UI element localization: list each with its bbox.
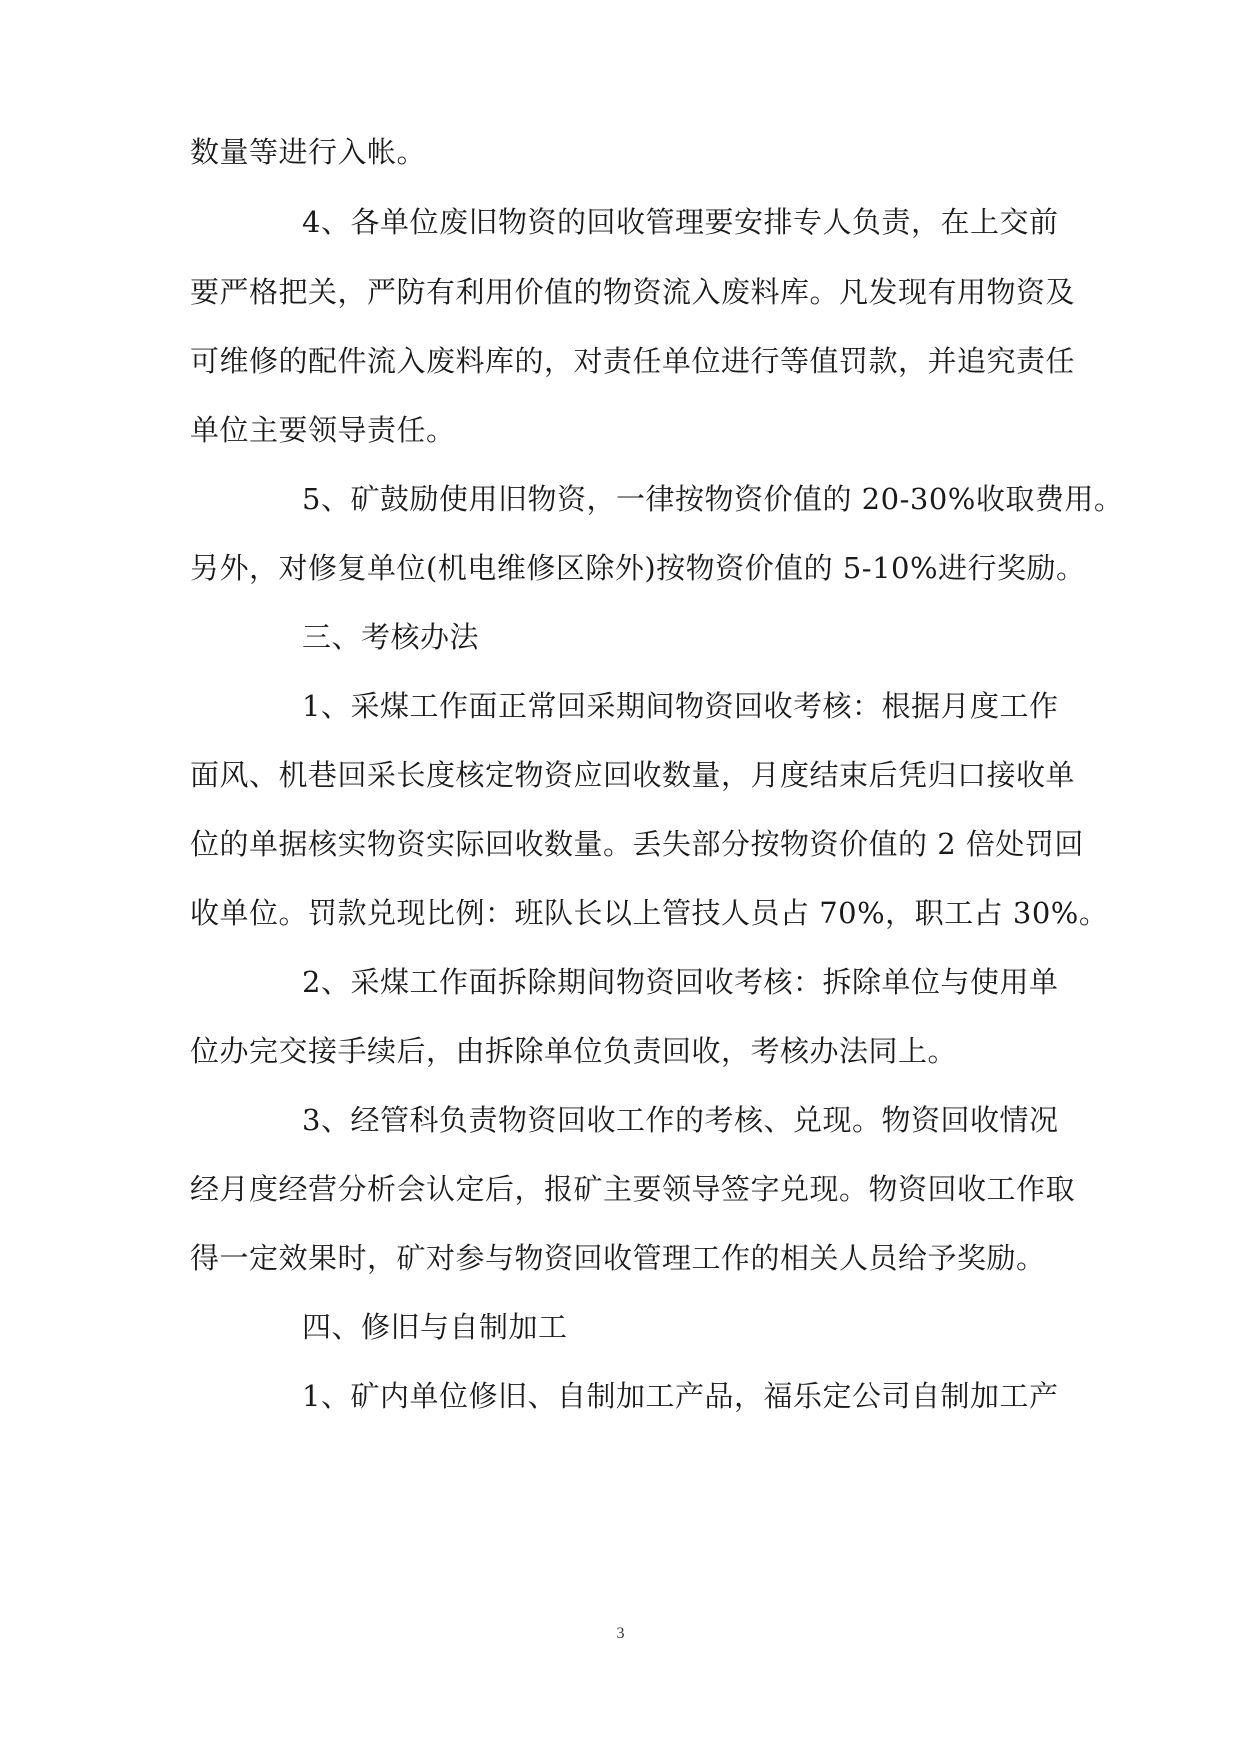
page-number: 3 [616, 1625, 625, 1642]
text-line: 1、采煤工作面正常回采期间物资回收考核：根据月度工作 [302, 689, 1059, 723]
text-line: 位的单据核实物资实际回收数量。丢失部分按物资价值的 2 倍处罚回 [190, 827, 1084, 861]
text-line: 4、各单位废旧物资的回收管理要安排专人负责，在上交前 [302, 205, 1059, 239]
text-line: 得一定效果时，矿对参与物资回收管理工作的相关人员给予奖励。 [190, 1241, 1046, 1275]
text-line: 1、矿内单位修旧、自制加工产品，福乐定公司自制加工产 [302, 1379, 1059, 1413]
text-line: 可维修的配件流入废料库的，对责任单位进行等值罚款，并追究责任 [190, 344, 1076, 378]
text-line: 单位主要领导责任。 [190, 413, 456, 447]
text-line: 3、经管科负责物资回收工作的考核、兑现。物资回收情况 [302, 1103, 1059, 1137]
text-line: 数量等进行入帐。 [190, 135, 427, 169]
text-line: 收单位。罚款兑现比例：班队长以上管技人员占 70%，职工占 30%。 [190, 896, 1109, 930]
section-heading: 四、修旧与自制加工 [302, 1310, 568, 1344]
text-line: 5、矿鼓励使用旧物资，一律按物资价值的 20-30%收取费用。 [302, 482, 1124, 516]
text-line: 2、采煤工作面拆除期间物资回收考核：拆除单位与使用单 [302, 965, 1059, 999]
text-line: 要严格把关，严防有利用价值的物资流入废料库。凡发现有用物资及 [190, 275, 1076, 309]
text-line: 位办完交接手续后，由拆除单位负责回收，考核办法同上。 [190, 1034, 958, 1068]
text-line: 面风、机巷回采长度核定物资应回收数量，月度结束后凭归口接收单 [190, 758, 1076, 792]
text-line: 经月度经营分析会认定后，报矿主要领导签字兑现。物资回收工作取 [190, 1172, 1076, 1206]
section-heading: 三、考核办法 [302, 620, 480, 654]
text-line: 另外，对修复单位(机电维修区除外)按物资价值的 5-10%进行奖励。 [190, 551, 1086, 585]
